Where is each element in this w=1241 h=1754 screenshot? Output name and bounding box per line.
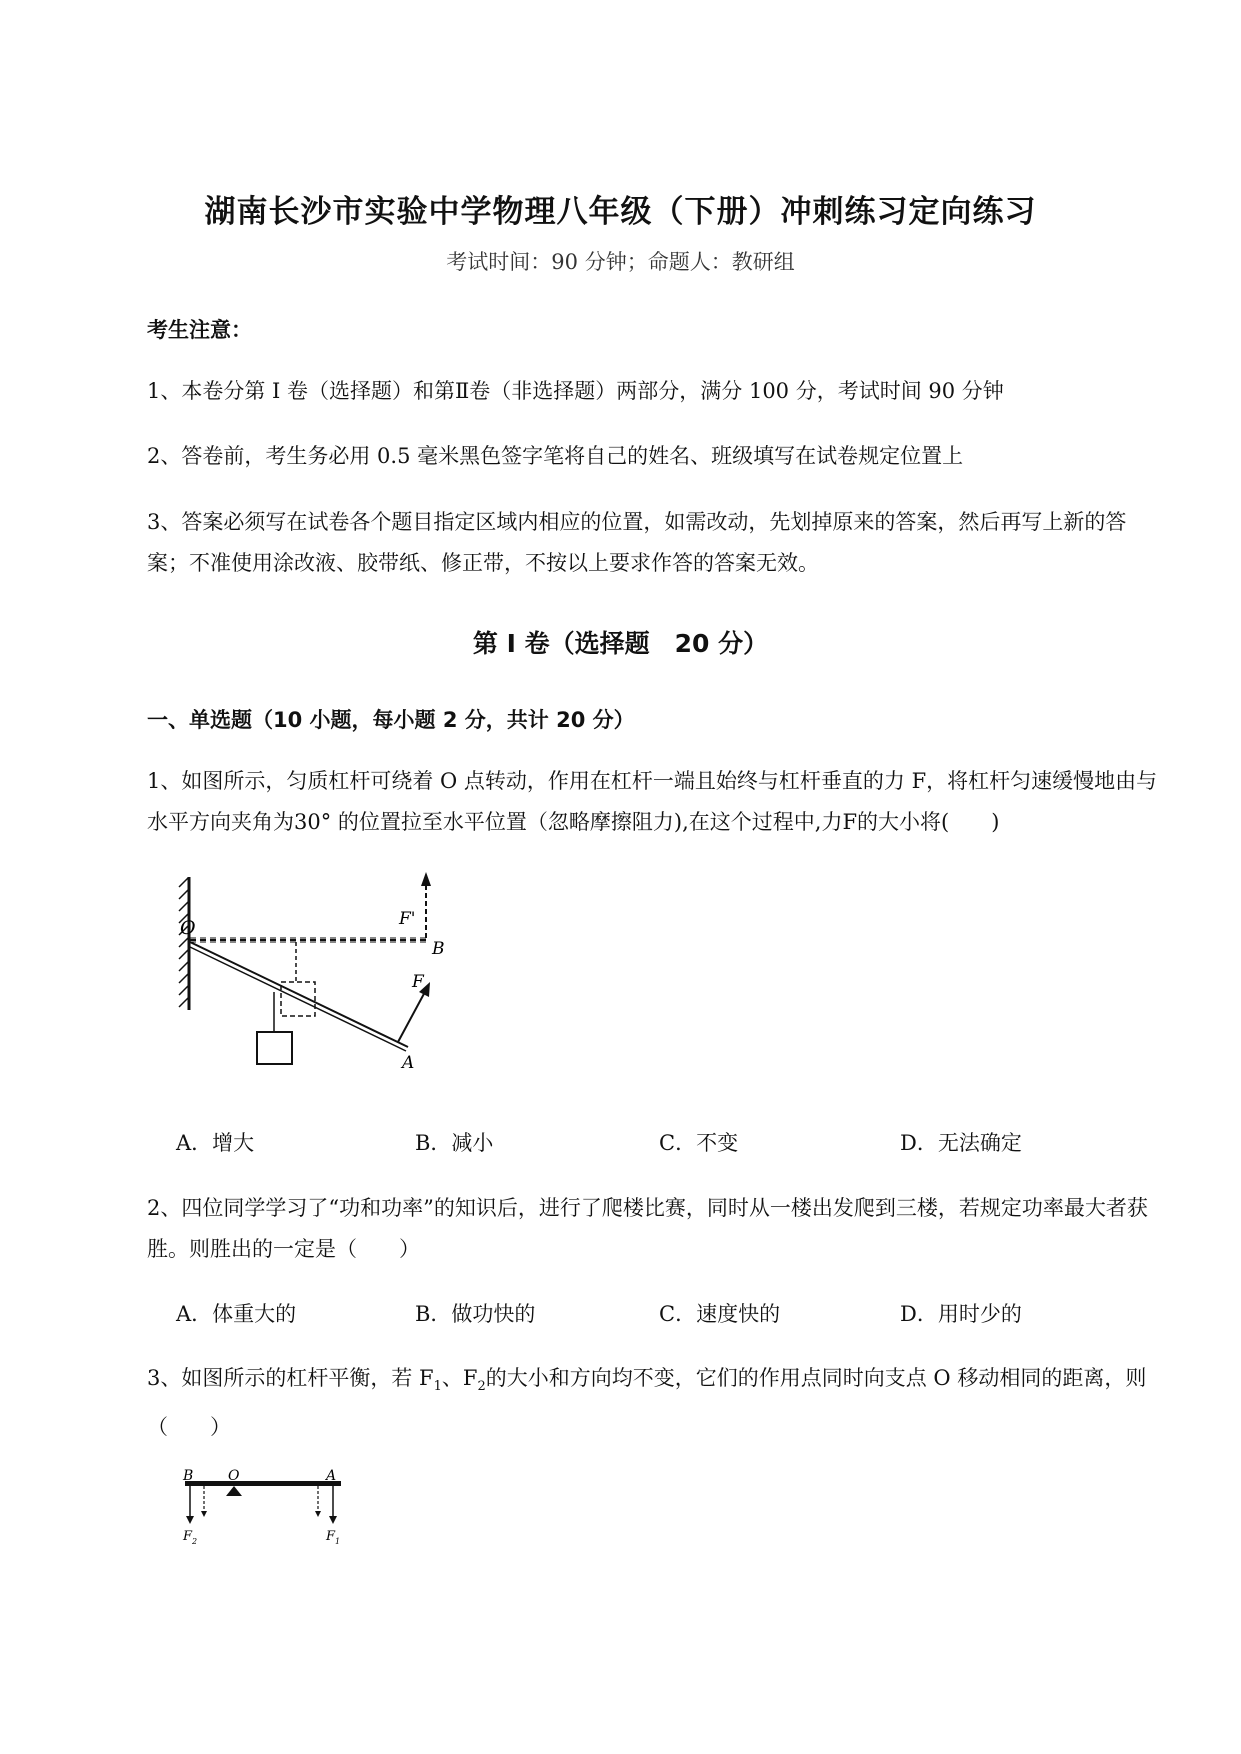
label-f-prime: F' — [399, 909, 416, 929]
label-o: O — [180, 917, 196, 939]
label-f2-sub: 2 — [192, 1537, 198, 1546]
option-d[interactable]: D．用时少的 — [900, 1302, 1022, 1326]
question-1-figure — [176, 872, 466, 1072]
label-f2: F — [183, 1529, 193, 1544]
notice-heading: 考生注意： — [147, 318, 252, 342]
label-b: B — [432, 939, 445, 959]
option-b[interactable]: B．减小 — [415, 1131, 494, 1155]
question-1-options — [176, 1127, 1176, 1157]
page-title: 湖南长沙市实验中学物理八年级（下册）冲刺练习定向练习 — [204, 194, 1037, 230]
label-b: B — [183, 1468, 194, 1484]
option-c[interactable]: C．不变 — [659, 1131, 739, 1155]
question-3-figure — [178, 1468, 358, 1548]
section-title: 第 I 卷（选择题 20 分） — [472, 629, 769, 658]
label-f: F — [412, 972, 424, 992]
question-1-text: 1、如图所示，匀质杠杆可绕着 O 点转动，作用在杠杆一端且始终与杠杆垂直的力 F，将杠杆匀速缓慢地由与水平方向夹角为30° 的位置拉至水平位置（忽略摩擦阻力),在这个过程中,力F的大小将( ) — [147, 769, 1158, 834]
notice-item-1: 1、本卷分第 I 卷（选择题）和第Ⅱ卷（非选择题）两部分，满分 100 分，考试时间 90 分钟 — [147, 379, 1004, 403]
label-a: A — [402, 1053, 415, 1072]
question-2-options — [176, 1298, 1176, 1328]
question-3-text: 3、如图所示的杠杆平衡，若 $F_1$、$F_2$的大小和方向均不变，它们的作用点同时向支点 O 移动相同的距离，则（ ） — [147, 1366, 1147, 1440]
option-c[interactable]: C．速度快的 — [659, 1302, 781, 1326]
option-a[interactable]: A．增大 — [176, 1131, 255, 1155]
notice-item-2: 2、答卷前，考生务必用 0.5 毫米黑色签字笔将自己的姓名、班级填写在试卷规定位置上 — [147, 444, 964, 468]
exam-info: 考试时间：90 分钟；命题人：教研组 — [446, 250, 795, 274]
label-o: O — [228, 1468, 240, 1484]
question-2-text: 2、四位同学学习了“功和功率”的知识后，进行了爬楼比赛，同时从一楼出发爬到三楼，若规定功率最大者获胜。则胜出的一定是（ ） — [147, 1196, 1148, 1261]
label-f1-sub: 1 — [335, 1537, 341, 1546]
label-f1: F — [326, 1529, 336, 1544]
part-heading: 一、单选题（10 小题，每小题 2 分，共计 20 分） — [147, 708, 635, 732]
option-b[interactable]: B．做功快的 — [415, 1302, 536, 1326]
option-a[interactable]: A．体重大的 — [176, 1302, 297, 1326]
notice-item-3: 3、答案必须写在试卷各个题目指定区域内相应的位置，如需改动，先划掉原来的答案，然后再写上新的答案；不准使用涂改液、胶带纸、修正带，不按以上要求作答的答案无效。 — [147, 510, 1127, 575]
label-a: A — [326, 1468, 337, 1484]
option-d[interactable]: D．无法确定 — [900, 1131, 1022, 1155]
